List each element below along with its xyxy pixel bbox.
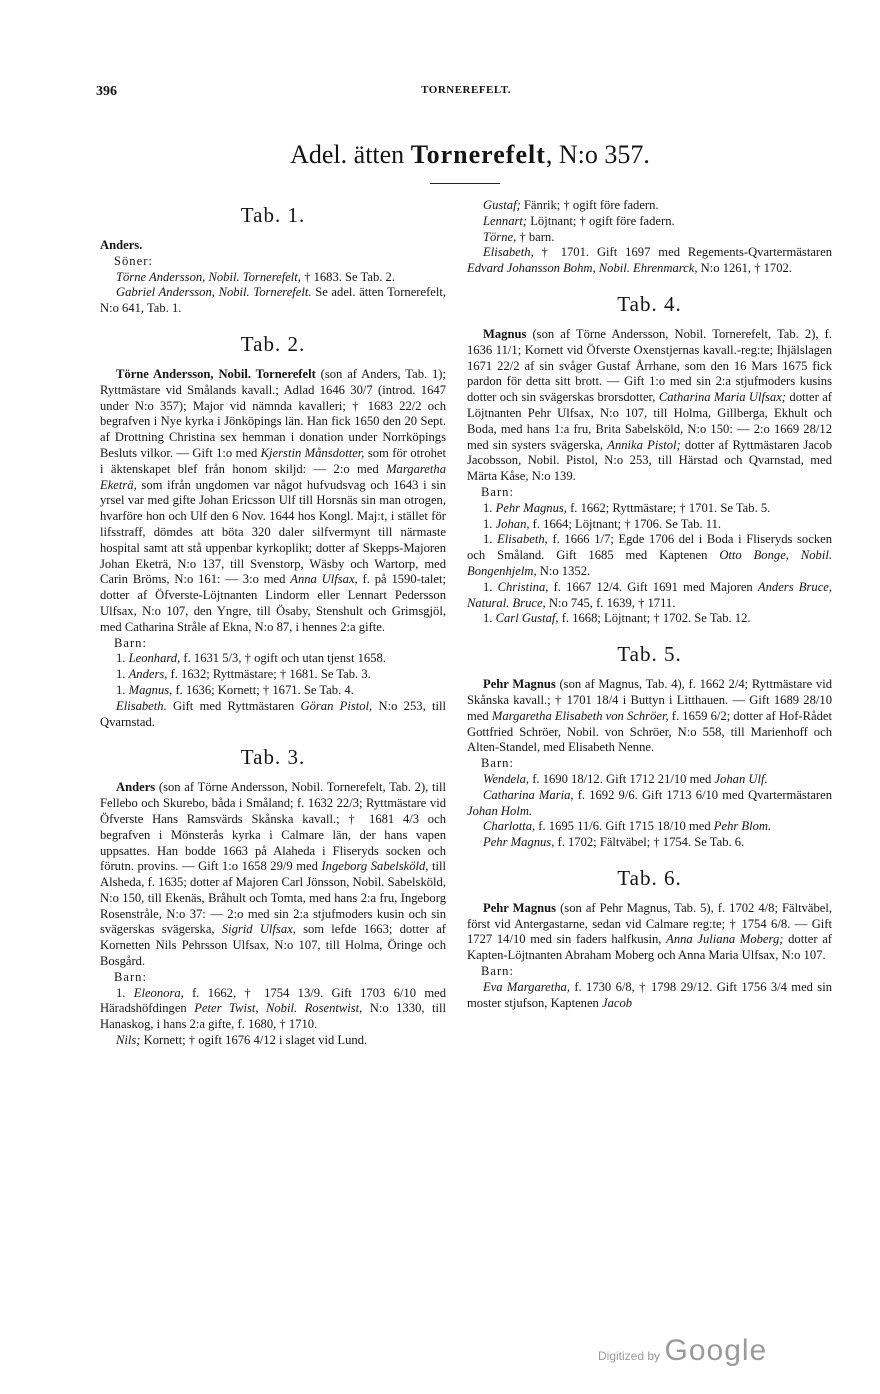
tab4-child: 1. Pehr Magnus, f. 1662; Ryttmästare; † 1701. Se Tab. 5. [483, 500, 771, 515]
tab5-child: Wendela, f. 1690 18/12. Gift 1712 21/10 med Johan Ulf. [483, 771, 768, 786]
tab6-heading: Tab. 6. [617, 865, 682, 890]
tab2-paragraph: Törne Andersson, Nobil. Tornerefelt (son af Anders, Tab. 1); Ryttmästare vid Smålands kavall.; Adlad 1646 30/7 (introd. 1647 under N:o 357); Major vid nämnda kavalleri; † 1683 22/2 och begrafven i Nye kyrka i Jönköpings län. Han fick 1650 den 20 Sept. af Drottning Christina sex hemman i donation under Norrköpings Besluts vilkor. — Gift 1:o med Kjerstin Månsdotter, som för otrohet i äktenskapet blef från honom skiljd: — 2:o med Margaretha Eketrä, som ifrån ungdomen var något hufvudsvag och 1643 i sin yrsel var med gifte Johan Ericsson Ulf till Horsnäs sin man otrogen, hvarföre hon och Ulf den 6 Nov. 1644 hos Kongl. Maj:t, i stället för lifsstraff, dömdes att böta 320 daler silfvermynt till närmaste hospital samt att stå uppenbar kyrkoplikt; dotter af Skepps-Majoren Johan Eketrä, N:o 137, till Svenstorp, Wäsby och Wartorp, med Carin Bröms, N:o 161: — 3:o med Anna Ulfsax, f. på 1590-talet; dotter af Öfverste-Löjtnanten Lindorm eller Lennart Pedersson Ulfsax, N:o 107, den Yngre, till Ösaby, Stenshult och Grimsgjöl, med Catharina Stråle af Ekna, N:o 87, i hennes 2:a gifte. [100, 366, 447, 634]
tab5-paragraph: Pehr Magnus (son af Magnus, Tab. 4), f. 1662 2/4; Ryttmästare vid Skånska kavall.; † 1701 18/4 i Buttyn i Litthauen. — Gift 1689 28/10 med Margaretha Elisabeth von Schröer, f. 1659 6/2; dotter af Hof-Rådet Gottfried Schröer, Nobil. von Schröer, N:o 558, till Marienhoff och Alten-Standel, med Elisabeth Nenne. [467, 677, 832, 755]
tab3-child: 1. Eleonora, f. 1662, † 1754 13/9. Gift 1703 6/10 med Häradshöfdingen Peter Twist, Nobil. Rosentwist, N:o 1330, till Hanaskog, i hans 2:a gifte, f. 1680, † 1710. [100, 985, 446, 1032]
title-name: Tornerefelt [410, 140, 546, 169]
tab5-child: Pehr Magnus, f. 1702; Fältväbel; † 1754. Se Tab. 6. [483, 835, 745, 850]
tab3-child-continued: Törne, † barn. [483, 229, 555, 244]
tab3-child-continued: Lennart; Löjtnant; † ogift före fadern. [483, 213, 675, 228]
tab4-child: 1. Elisabeth, f. 1666 1/7; Egde 1706 del i Boda i Fliseryds socken och Småland. Gift 1685 med Kaptenen Otto Bonge, Nobil. Bongenhjelm, N:o 1352. [467, 532, 833, 578]
tab1-entry: Gabriel Andersson, Nobil. Tornerefelt. Se adel. ätten Tornerefelt, N:o 641, Tab. 1. [100, 285, 446, 316]
tab4-child: 1. Christina, f. 1667 12/4. Gift 1691 med Majoren Anders Bruce, Natural. Bruce, N:o 745, f. 1639, † 1711. [467, 579, 833, 610]
tab1-heading: Tab. 1. [240, 203, 306, 227]
tab3-children-label: Barn: [114, 969, 147, 984]
tab2-child: 1. Leonhard, f. 1631 5/3, † ogift och utan tjenst 1658. [116, 651, 386, 666]
tab1-sons-label: Söner: [114, 253, 153, 268]
tab4-children-label: Barn: [481, 484, 514, 499]
tab2-child: Elisabeth. Gift med Ryttmästaren Göran Pistol, N:o 253, till Qvarnstad. [100, 698, 446, 729]
tab4-paragraph: Magnus (son af Törne Andersson, Nobil. Tornerefelt, Tab. 2), f. 1636 11/1; Kornett vid Öfverste Oxenstjernas kavall.-reg:te; Ihjälslagen 1671 22/2 af sin svåger Gustaf Årrhane, som den 16 Mars 1675 fick pardon för detta sitt brott. — Gift 1:o med sin 2:a stjufmoders kusins dotter och sin svägerskas brorsdotter, Catharina Maria Ulfsax; dotter af Löjtnanten Pehr Ulfsax, N:o 107, till Holma, Gillberga, Ekhult och Boda, med hans 1:a fru, Brita Sabelsköld, N:o 150: — 2:o 1669 28/12 med sin systers svägerska, Annika Pistol; dotter af Ryttmästaren Jacob Jacobsson, Nobil. Pistol, N:o 253, till Härstad och Qvarnstad, med Märta Kåse, N:o 139. [467, 326, 832, 484]
tab1-person: Anders. [100, 238, 143, 252]
page-number: 396 [96, 84, 117, 99]
tab3-child-continued: Gustaf; Fänrik; † ogift före fadern. [483, 198, 659, 212]
right-column [467, 198, 832, 1011]
tab1-entry: Törne Andersson, Nobil. Tornerefelt, † 1683. Se Tab. 2. [116, 269, 396, 284]
page-title [220, 140, 720, 170]
watermark-prefix: Digitized by [598, 1349, 661, 1363]
google-watermark [598, 1334, 767, 1368]
tab2-children-label: Barn: [114, 635, 147, 650]
tab3-heading: Tab. 3. [240, 745, 306, 770]
tab2-heading: Tab. 2. [240, 331, 306, 356]
tab4-child: 1. Carl Gustaf, f. 1668; Löjtnant; † 1702. Se Tab. 12. [483, 611, 751, 626]
title-divider [430, 183, 500, 184]
tab5-child: Catharina Maria, f. 1692 9/6. Gift 1713 6/10 med Qvartermästaren Johan Holm. [467, 787, 832, 818]
tab2-child: 1. Magnus, f. 1636; Kornett; † 1671. Se Tab. 4. [116, 682, 354, 697]
google-logo: Google [664, 1334, 768, 1367]
tab4-heading: Tab. 4. [617, 291, 682, 316]
running-title: TORNEREFELT. [421, 84, 511, 96]
tab5-heading: Tab. 5. [617, 642, 682, 667]
title-number: , N:o 357. [545, 140, 650, 169]
tab5-child: Charlotta, f. 1695 11/6. Gift 1715 18/10 med Pehr Blom. [483, 819, 772, 834]
left-column [100, 198, 446, 1049]
tab6-child: Eva Margaretha, f. 1730 6/8, † 1798 29/12. Gift 1756 3/4 med sin moster stjufson, Kaptenen Jacob [467, 979, 833, 1010]
tab4-child: 1. Johan, f. 1664; Löjtnant; † 1706. Se Tab. 11. [483, 516, 722, 531]
title-prefix: Adel. ätten [290, 140, 405, 169]
tab3-paragraph: Anders (son af Törne Andersson, Nobil. Tornerefelt, Tab. 2), till Fellebo och Skurebo, båda i Småland; f. 1632 22/3; Ryttmästare vid Öfverste Hans Ramsvärds Skånska kavall.; † 1681 4/3 och begrafven i Mönsterås kyrka i Calmare län, der hans vapen uppsattes. Han bodde 1663 på Alaheda i Fliseryds socken och förutn. provins. — Gift 1:o 1658 29/9 med Ingeborg Sabelsköld, till Alsheda, f. 1635; dotter af Majoren Carl Jönsson, Nobil. Sabelsköld, N:o 150, till Ekenäs, Bråhult och Tomta, med hans 2:a fru, Ingeborg Rosenstråle, N:o 37: — 2:o med sin 2:a stjufmoders kusin och sin svägerskas svägerska, Sigrid Ulfsax, som lefde 1663; dotter af Kornetten Nils Pehrsson Ulfsax, N:o 107, till Holma, Öringe och Bosgård. [100, 780, 446, 969]
tab3-child: Nils; Kornett; † ogift 1676 4/12 i slaget vid Lund. [116, 1033, 368, 1048]
tab5-children-label: Barn: [481, 756, 514, 771]
tab6-paragraph: Pehr Magnus (son af Pehr Magnus, Tab. 5), f. 1702 4/8; Fältväbel, först vid Antergastarne, sedan vid Calmare reg:te; † 1754 6/8. — Gift 1727 14/10 med sin faders halfkusin, Anna Juliana Moberg; dotter af Kapten-Löjtnanten Abraham Moberg och Anna Maria Ulfsax, N:o 107. [467, 900, 833, 963]
tab3-child-continued: Elisabeth, † 1701. Gift 1697 med Regements-Qvartermästaren Edvard Johansson Bohm, Nobil. Ehrenmarck, N:o 1261, † 1702. [467, 245, 832, 276]
tab2-child: 1. Anders, f. 1632; Ryttmästare; † 1681. Se Tab. 3. [116, 667, 371, 682]
tab6-children-label: Barn: [481, 964, 514, 979]
